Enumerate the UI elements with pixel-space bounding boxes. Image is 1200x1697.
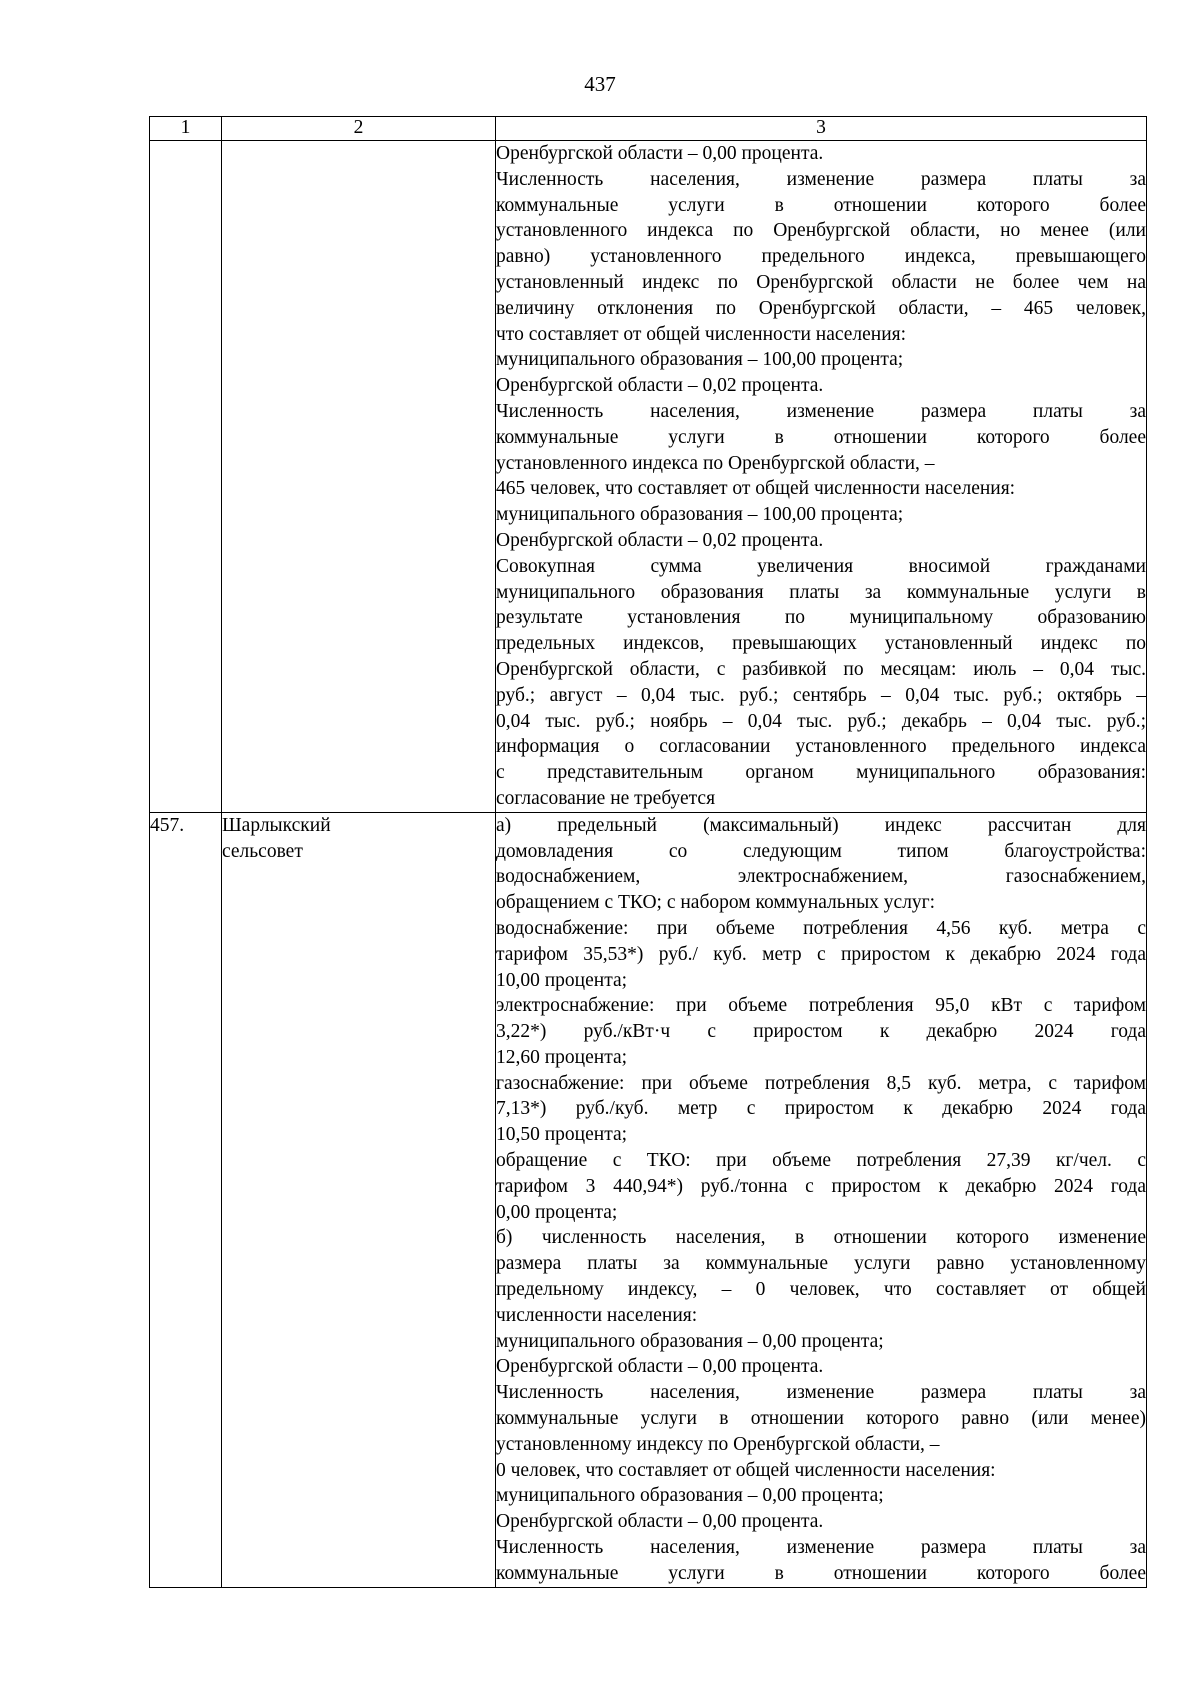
text-line: равно) установленного предельного индекса, превышающего	[496, 246, 1146, 268]
text-line: коммунальные услуги в отношении которого равно (или менее)	[496, 1408, 1146, 1430]
text-line: согласование не требуется	[496, 787, 716, 809]
text-line: 0 человек, что составляет от общей численности населения:	[496, 1459, 996, 1481]
header-col-3: 3	[496, 117, 1147, 141]
text-line: Оренбургской области – 0,00 процента.	[496, 1356, 824, 1378]
text-line: руб.; август – 0,04 тыс. руб.; сентябрь – 0,04 тыс. руб.; октябрь –	[496, 684, 1146, 706]
text-line: 0,00 процента;	[496, 1201, 618, 1223]
text-line: установленного индекса по Оренбургской области, но менее (или	[496, 220, 1146, 242]
text-line: коммунальные услуги в отношении которого более	[496, 426, 1146, 448]
text-line: 12,60 процента;	[496, 1046, 628, 1068]
text-line: водоснабжением, электроснабжением, газоснабжением,	[496, 866, 1146, 888]
text-line: муниципального образования – 100,00 процента;	[496, 504, 904, 526]
document-table	[149, 116, 1147, 1588]
text-line: предельному индексу, – 0 человек, что составляет от общей	[496, 1279, 1146, 1301]
text-line: Оренбургской области – 0,00 процента.	[496, 143, 824, 164]
text-line: установленного индекса по Оренбургской области, –	[496, 452, 935, 474]
text-line: 10,50 процента;	[496, 1124, 628, 1146]
text-line: результате установления по муниципальному образованию	[496, 607, 1146, 629]
table-row	[150, 812, 1147, 1587]
header-col-2: 2	[222, 117, 496, 141]
page-number: 437	[584, 72, 616, 96]
text-line: установленному индексу по Оренбургской области, –	[496, 1433, 940, 1455]
table-row	[150, 141, 1147, 813]
text-line: Численность населения, изменение размера платы за	[496, 1537, 1146, 1559]
text-line: Оренбургской области – 0,02 процента.	[496, 529, 824, 551]
text-line: муниципального образования платы за коммунальные услуги в	[496, 581, 1146, 603]
text-line: электроснабжение: при объеме потребления 95,0 кВт с тарифом	[496, 995, 1146, 1017]
text-line: коммунальные услуги в отношении которого более	[496, 194, 1146, 216]
row-description	[496, 812, 1147, 1587]
text-line: муниципального образования – 0,00 процента;	[496, 1330, 884, 1352]
row-number: 457.	[150, 812, 222, 1587]
text-line: 3,22*) руб./кВт·ч с приростом к декабрю 2024 года	[496, 1021, 1146, 1043]
text-line: обращением с ТКО; с набором коммунальных услуг:	[496, 892, 936, 914]
text-line: б) численность населения, в отношении которого изменение	[496, 1227, 1146, 1249]
text-line: установленный индекс по Оренбургской области не более чем на	[496, 271, 1146, 293]
header-col-1: 1	[150, 117, 222, 141]
row-number	[150, 141, 222, 813]
text-line: с представительным органом муниципального образования:	[496, 762, 1146, 784]
text-line: 465 человек, что составляет от общей численности населения:	[496, 478, 1016, 500]
text-line: что составляет от общей численности населения:	[496, 323, 907, 345]
text-line: водоснабжение: при объеме потребления 4,56 куб. метра с	[496, 917, 1146, 939]
text-line: домовладения со следующим типом благоустройства:	[496, 840, 1146, 862]
text-line: тарифом 35,53*) руб./ куб. метр с приростом к декабрю 2024 года	[496, 943, 1146, 965]
municipality-name: Шарлыкский сельсовет	[222, 812, 496, 1587]
text-line: газоснабжение: при объеме потребления 8,5 куб. метра, с тарифом	[496, 1072, 1146, 1094]
text-line: Оренбургской области, с разбивкой по месяцам: июль – 0,04 тыс.	[496, 658, 1146, 680]
text-line: 10,00 процента;	[496, 969, 628, 991]
text-line: коммунальные услуги в отношении которого более	[496, 1562, 1146, 1584]
text-line: численности населения:	[496, 1304, 698, 1326]
text-line: обращение с ТКО: при объеме потребления 27,39 кг/чел. с	[496, 1150, 1146, 1172]
text-line: Оренбургской области – 0,02 процента.	[496, 375, 824, 397]
text-line: муниципального образования – 0,00 процента;	[496, 1485, 884, 1507]
municipality-name	[222, 141, 496, 813]
text-line: муниципального образования – 100,00 процента;	[496, 349, 904, 371]
text-line: информация о согласовании установленного предельного индекса	[496, 736, 1146, 758]
table-header-row	[150, 117, 1147, 141]
text-line: 7,13*) руб./куб. метр с приростом к декабрю 2024 года	[496, 1098, 1146, 1120]
text-line: размера платы за коммунальные услуги равно установленному	[496, 1253, 1146, 1275]
text-line: Оренбургской области – 0,00 процента.	[496, 1511, 824, 1533]
text-line: 0,04 тыс. руб.; ноябрь – 0,04 тыс. руб.; декабрь – 0,04 тыс. руб.;	[496, 710, 1146, 732]
text-line: предельных индексов, превышающих установленный индекс по	[496, 633, 1146, 655]
text-line: Численность населения, изменение размера платы за	[496, 400, 1146, 422]
text-line: а) предельный (максимальный) индекс рассчитан для	[496, 814, 1146, 836]
text-line: тарифом 3 440,94*) руб./тонна с приростом к декабрю 2024 года	[496, 1175, 1146, 1197]
text-line: Численность населения, изменение размера платы за	[496, 168, 1146, 190]
text-line: величину отклонения по Оренбургской области, – 465 человек,	[496, 297, 1146, 319]
text-line: Численность населения, изменение размера платы за	[496, 1382, 1146, 1404]
text-line: Совокупная сумма увеличения вносимой гражданами	[496, 555, 1146, 577]
row-description	[496, 141, 1147, 813]
